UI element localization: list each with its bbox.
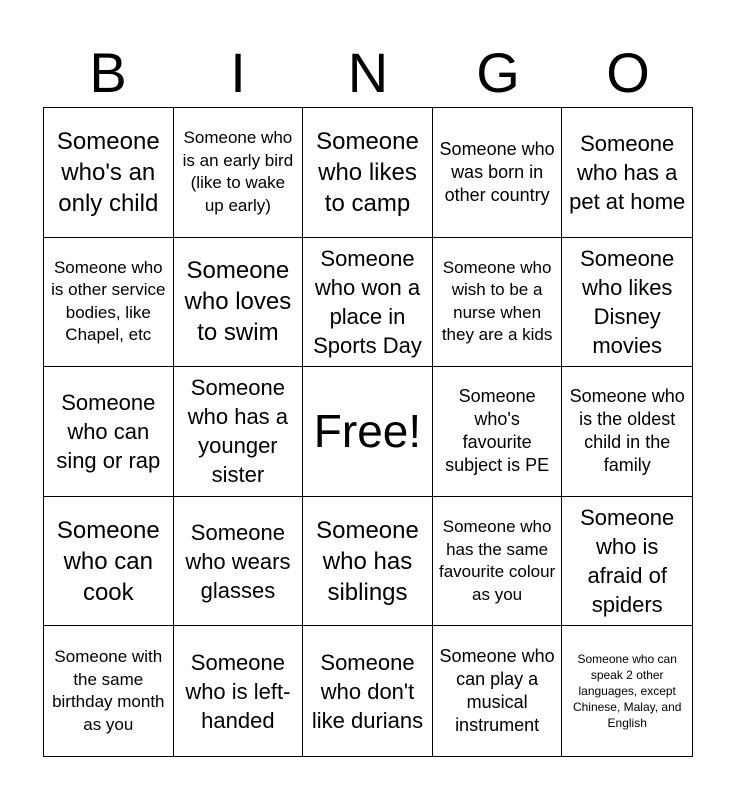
bingo-cell-r1c4[interactable] — [433, 108, 563, 238]
bingo-cell-r4c5[interactable] — [562, 497, 692, 627]
bingo-cell-r4c2[interactable] — [174, 497, 304, 627]
cell-text: Someone who has a pet at home — [569, 130, 686, 214]
cell-text: Someone who can sing or rap — [56, 389, 161, 473]
cell-text: Someone who can speak 2 other languages, except Chinese, Malay, and English — [572, 652, 682, 731]
cell-text: Someone who's an only child — [56, 127, 160, 217]
bingo-cell-r3c5[interactable] — [562, 367, 692, 497]
bingo-cell-r5c4[interactable] — [433, 626, 563, 756]
header-letter-g: G — [476, 41, 520, 104]
cell-text: Someone who wears glasses — [185, 519, 291, 603]
bingo-cell-r3c4[interactable] — [433, 367, 563, 497]
bingo-cell-r5c3[interactable] — [303, 626, 433, 756]
cell-text: Someone who has siblings — [316, 516, 419, 606]
bingo-cell-r3c1[interactable] — [44, 367, 174, 497]
cell-text: Someone who wish to be a nurse when they are a kids — [441, 257, 553, 345]
bingo-cell-r4c3[interactable] — [303, 497, 433, 627]
bingo-cell-r3c2[interactable] — [174, 367, 304, 497]
header-letter-b: B — [89, 41, 127, 104]
bingo-cell-r2c2[interactable] — [174, 238, 304, 368]
header-letter-n: N — [347, 41, 389, 104]
cell-text: Someone who is afraid of spiders — [580, 505, 675, 618]
bingo-cell-r2c3[interactable] — [303, 238, 433, 368]
cell-text: Someone who is left-handed — [185, 649, 291, 733]
cell-text: Someone who is the oldest child in the family — [569, 386, 685, 476]
bingo-cell-r4c4[interactable] — [433, 497, 563, 627]
bingo-cell-r1c1[interactable] — [44, 108, 174, 238]
cell-text: Someone who has a younger sister — [187, 375, 289, 488]
header-letter-i: I — [230, 41, 246, 104]
cell-text: Someone with the same birthday month as you — [52, 647, 165, 734]
free-space-cell[interactable] — [303, 367, 433, 497]
cell-text: Someone who is other service bodies, like Chapel, etc — [51, 257, 166, 345]
bingo-cell-r5c1[interactable] — [44, 626, 174, 756]
bingo-cell-r4c1[interactable] — [44, 497, 174, 627]
cell-text: Someone who likes to camp — [316, 127, 419, 217]
free-space-label: Free! — [313, 405, 422, 458]
cell-text: Someone who has the same favourite colour as you — [438, 517, 556, 604]
cell-text: Someone who was born in other country — [439, 138, 555, 205]
bingo-board — [43, 107, 693, 757]
cell-text: Someone who's favourite subject is PE — [445, 386, 550, 476]
bingo-cell-r2c4[interactable] — [433, 238, 563, 368]
bingo-header — [43, 40, 693, 106]
bingo-cell-r2c5[interactable] — [562, 238, 692, 368]
cell-text: Someone who don't like durians — [311, 649, 424, 733]
header-letter-o: O — [606, 41, 650, 104]
bingo-cell-r2c1[interactable] — [44, 238, 174, 368]
cell-text: Someone who likes Disney movies — [580, 245, 675, 358]
bingo-cell-r5c2[interactable] — [174, 626, 304, 756]
cell-text: Someone who can cook — [56, 516, 160, 606]
bingo-cell-r1c5[interactable] — [562, 108, 692, 238]
cell-text: Someone who loves to swim — [184, 257, 292, 347]
cell-text: Someone who can play a musical instrument — [439, 646, 555, 736]
bingo-cell-r1c3[interactable] — [303, 108, 433, 238]
cell-text: Someone who is an early bird (like to wake up early) — [182, 128, 294, 215]
bingo-cell-r1c2[interactable] — [174, 108, 304, 238]
cell-text: Someone who won a place in Sports Day — [313, 245, 422, 358]
bingo-cell-r5c5[interactable] — [562, 626, 692, 756]
